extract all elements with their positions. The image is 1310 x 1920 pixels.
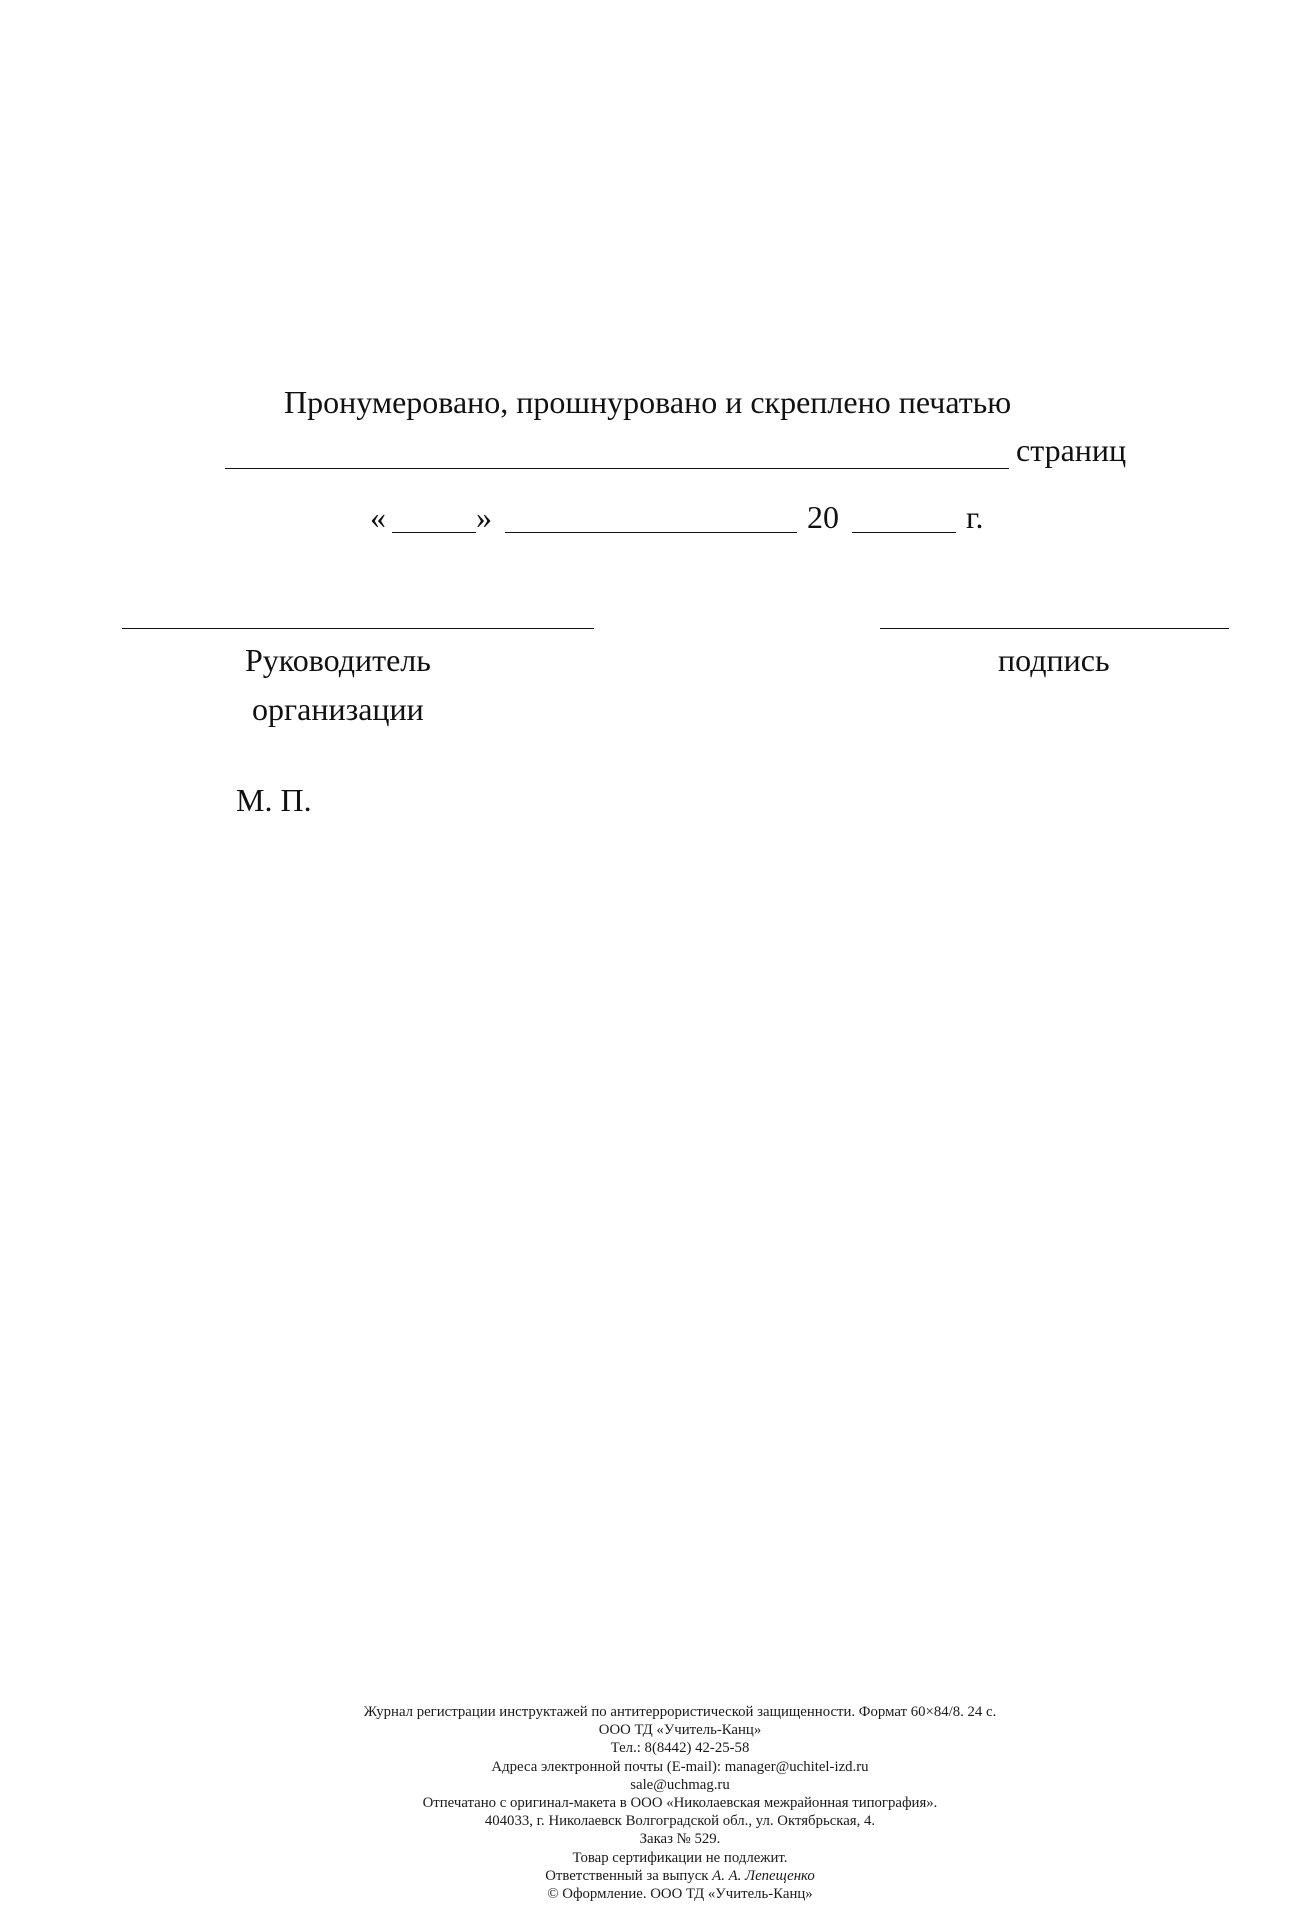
imprint-line: 404033, г. Николаевск Волгоградской обл., ул. Октябрьская, 4.	[484, 1813, 876, 1830]
date-month-line	[505, 532, 797, 533]
imprint-responsible-name: А. А. Лепещенко	[712, 1867, 815, 1884]
signature-label: подпись	[998, 642, 1110, 678]
imprint-line: ООО ТД «Учитель-Канц»	[598, 1722, 762, 1739]
date-close-quote: »	[476, 499, 492, 535]
stamp-place-label: М. П.	[236, 782, 312, 818]
imprint-line: sale@uchmag.ru	[630, 1776, 730, 1793]
date-year-suffix: г.	[966, 499, 984, 535]
date-year-line	[852, 532, 956, 533]
imprint-line: Заказ № 529.	[639, 1831, 721, 1848]
imprint-line: Тел.: 8(8442) 42-25-58	[610, 1740, 750, 1757]
imprint-line: © Оформление. ООО ТД «Учитель-Канц»	[547, 1886, 813, 1903]
pages-word: страниц	[1016, 432, 1127, 468]
imprint-line: Товар сертификации не подлежит.	[572, 1849, 788, 1866]
pages-count-line	[225, 468, 1009, 469]
imprint	[0, 1703, 1310, 1903]
imprint-line: Отпечатано с оригинал-макета в ООО «Николаевская межрайонная типография».	[422, 1795, 938, 1812]
signature-name-line	[122, 628, 594, 629]
head-of-organization-label-line1: Руководитель	[245, 642, 431, 678]
date-century: 20	[807, 499, 839, 535]
date-day-line	[392, 532, 476, 533]
date-open-quote: «	[370, 499, 386, 535]
imprint-responsible-prefix: Ответственный за выпуск	[545, 1867, 709, 1884]
signature-line	[880, 628, 1229, 629]
imprint-line: Журнал регистрации инструктажей по антитеррористической защищенности. Формат 60×84/8. 24 с.	[363, 1704, 997, 1720]
head-of-organization-label-line2: организации	[252, 691, 424, 727]
imprint-line: Адреса электронной почты (E-mail): manager@uchitel-izd.ru	[491, 1758, 869, 1775]
imprint-responsible-line	[0, 1867, 1310, 1885]
certification-title: Пронумеровано, прошнуровано и скреплено печатью	[284, 384, 1012, 420]
